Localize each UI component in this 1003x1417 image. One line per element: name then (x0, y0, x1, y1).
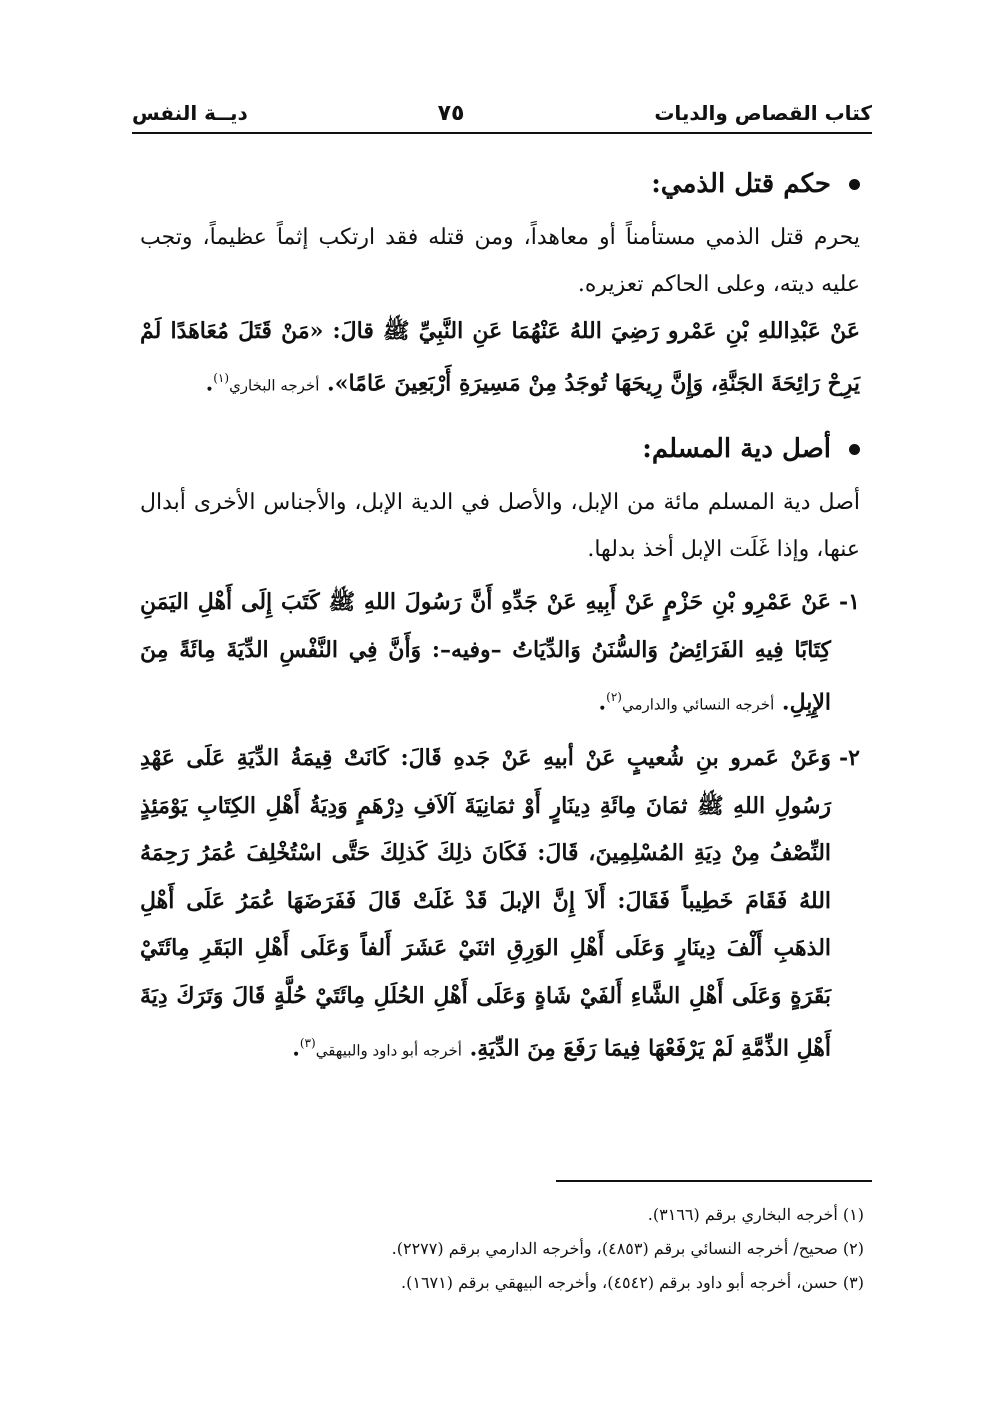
footnote-mark: (٣) (299, 1036, 316, 1051)
footnote-divider (556, 1180, 872, 1182)
footnote-label: (٢) (842, 1239, 864, 1258)
bullet-icon (849, 444, 860, 455)
book-title: كتاب القصاص والديات (654, 101, 872, 125)
hadith-item-1 (140, 579, 860, 729)
hadith-text: عَنْ عَبْدِاللهِ بْنِ عَمْرو رَضِيَ اللهُ عَنْهُمَا عَنِ النَّبِيِّ ﷺ قالَ: «مَنْ قَتَلَ مُعَاهَدًا لَمْ يَرِحْ رَائِحَةَ الجَنَّةِ، وَإِنَّ رِيحَهَا تُوجَدُ مِنْ مَسِيرَةِ أَرْبَعِينَ عَامًا». (140, 318, 860, 397)
heading-text: أصل دية المسلم: (642, 434, 831, 465)
item-source: أخرجه النسائي والدارمي (621, 695, 775, 714)
footnote-label: (١) (842, 1205, 864, 1224)
bullet-icon (849, 179, 860, 190)
section-heading-muslim-diya (140, 423, 860, 475)
chapter-title: ديــة النفس (132, 101, 248, 125)
dhimmi-hadith: عَنْ عَبْدِاللهِ بْنِ عَمْرو رَضِيَ اللهُ عَنْهُمَا عَنِ النَّبِيِّ ﷺ قالَ: «مَنْ قَتَلَ مُعَاهَدًا لَمْ يَرِحْ رَائِحَةَ الجَنَّةِ، وَإِنَّ رِيحَهَا تُوجَدُ مِنْ مَسِيرَةِ أَرْبَعِينَ عَامًا». أخرجه البخاري$^{(١)}$. (140, 318, 860, 397)
item-number: ٢- (839, 745, 860, 772)
header-divider (132, 132, 872, 134)
item-text: عَنْ عَمْرِو بْنِ حَزْمٍ عَنْ أَبِيهِ عَنْ جَدِّهِ أَنَّ رَسُولَ اللهِ ﷺ كَتَبَ إِلَى أَهْلِ اليَمَنِ كِتَابًا فِيهِ الفَرَائِضُ وَالسُّنَنُ وَالدِّيَاتُ –وفيه–: وَأَنَّ فِي النَّفْسِ الدِّيَةَ مِائَةً مِنَ الإِبِلِ. (140, 589, 832, 716)
item-body: عَنْ عَمْرِو بْنِ حَزْمٍ عَنْ أَبِيهِ عَنْ جَدِّهِ أَنَّ رَسُولَ اللهِ ﷺ كَتَبَ إِلَى أَهْلِ اليَمَنِ كِتَابًا فِيهِ الفَرَائِضُ وَالسُّنَنُ وَالدِّيَاتُ –وفيه–: وَأَنَّ فِي النَّفْسِ الدِّيَةَ مِائَةً مِنَ الإِبِلِ. أخرجه النسائي والدارمي$^{(٢)}$. (140, 589, 832, 716)
footnote-mark: (١) (213, 371, 230, 385)
footnote-mark: (٢) (606, 690, 622, 705)
item-number: ١- (839, 589, 860, 616)
hadith-source: أخرجه البخاري (229, 376, 320, 395)
item-body: وَعَنْ عَمرو بنِ شُعيبٍ عَنْ أبيهِ عَنْ جَدهِ قَالَ: كَانَتْ قِيمَةُ الدِّيَةِ عَلَى عَهْدِ رَسُولِ اللهِ ﷺ ثمَانَ مِائَةِ دِينَارٍ أَوْ ثمَانِيَةَ آلاَفِ دِرْهَمٍ وَدِيَةُ أَهْلِ الكِتَابِ يَوْمَئِذٍ النِّصْفُ مِنْ دِيَةِ المُسْلِمِينَ، قَالَ: فَكَانَ ذلِكَ كَذلِكَ حَتَّى اسْتُخْلِفَ عُمَرُ رَحِمَهُ اللهُ فَقَامَ خَطِيباً فَقَالَ: أَلاَ إِنَّ الإبلَ قَدْ غَلَتْ قَالَ فَفَرَضَهَا عُمَرُ عَلَى أَهْلِ الذهَبِ أَلْفَ دِينَارٍ وَعَلَى أَهْلِ الوَرِقِ اثنَيْ عَشَرَ أَلفاً وَعَلَى أَهْلِ البَقَرِ مِائَتَيْ بَقَرَةٍ وَعَلَى أَهْلِ الشَّاءِ أَلفَيْ شَاةٍ وَعَلَى أَهْلِ الحُلَلِ مِائَتَيْ حُلَّةٍ قَالَ وَتَرَكَ دِيَةَ أَهْلِ الذِّمَّةِ لَمْ يَرْفَعْهَا فِيمَا رَفَعَ مِنَ الدِّيَةِ. أخرجه أبو داود والبيهقي$^{(٣)}$. (140, 745, 832, 1062)
footnote-1 (140, 1198, 864, 1232)
muslim-diya-paragraph: أصل دية المسلم مائة من الإبل، والأصل في الدية الإبل، والأجناس الأخرى أبدال عنها، وإذا غَلَت الإبل أخذ بدلها. (140, 490, 860, 563)
footnote-label: (٣) (842, 1273, 864, 1292)
footnotes (140, 1198, 864, 1300)
footnote-text: حسن، أخرجه أبو داود برقم (٤٥٤٢)، وأخرجه البيهقي برقم (١٦٧١). (401, 1273, 838, 1292)
footnote-3 (140, 1266, 864, 1300)
page-number: ٧٥ (437, 100, 465, 126)
main-content (140, 158, 860, 1075)
footnote-text: صحيح/ أخرجه النسائي برقم (٤٨٥٣)، وأخرجه الدارمي برقم (٢٢٧٧). (391, 1239, 838, 1258)
hadith-item-2 (140, 735, 860, 1075)
dhimmi-paragraph: يحرم قتل الذمي مستأمناً أو معاهداً، ومن قتله فقد ارتكب إثماً عظيماً، وتجب عليه ديته، وعلى الحاكم تعزيره. (140, 225, 860, 297)
item-source: أخرجه أبو داود والبيهقي (315, 1041, 462, 1060)
item-text: وَعَنْ عَمرو بنِ شُعيبٍ عَنْ أبيهِ عَنْ جَدهِ قَالَ: كَانَتْ قِيمَةُ الدِّيَةِ عَلَى عَهْدِ رَسُولِ اللهِ ﷺ ثمَانَ مِائَةِ دِينَارٍ أَوْ ثمَانِيَةَ آلاَفِ دِرْهَمٍ وَدِيَةُ أَهْلِ الكِتَابِ يَوْمَئِذٍ النِّصْفُ مِنْ دِيَةِ المُسْلِمِينَ، قَالَ: فَكَانَ ذلِكَ كَذلِكَ حَتَّى اسْتُخْلِفَ عُمَرُ رَحِمَهُ اللهُ فَقَامَ خَطِيباً فَقَالَ: أَلاَ إِنَّ الإبلَ قَدْ غَلَتْ قَالَ فَفَرَضَهَا عُمَرُ عَلَى أَهْلِ الذهَبِ أَلْفَ دِينَارٍ وَعَلَى أَهْلِ الوَرِقِ اثنَيْ عَشَرَ أَلفاً وَعَلَى أَهْلِ البَقَرِ مِائَتَيْ بَقَرَةٍ وَعَلَى أَهْلِ الشَّاءِ أَلفَيْ شَاةٍ وَعَلَى أَهْلِ الحُلَلِ مِائَتَيْ حُلَّةٍ قَالَ وَتَرَكَ دِيَةَ أَهْلِ الذِّمَّةِ لَمْ يَرْفَعْهَا فِيمَا رَفَعَ مِنَ الدِّيَةِ. (140, 745, 832, 1062)
footnote-text: أخرجه البخاري برقم (٣١٦٦). (647, 1205, 838, 1224)
running-header (132, 98, 872, 128)
section-heading-dhimmi (140, 158, 860, 210)
heading-text: حكم قتل الذمي: (651, 169, 831, 199)
footnote-2 (140, 1232, 864, 1266)
